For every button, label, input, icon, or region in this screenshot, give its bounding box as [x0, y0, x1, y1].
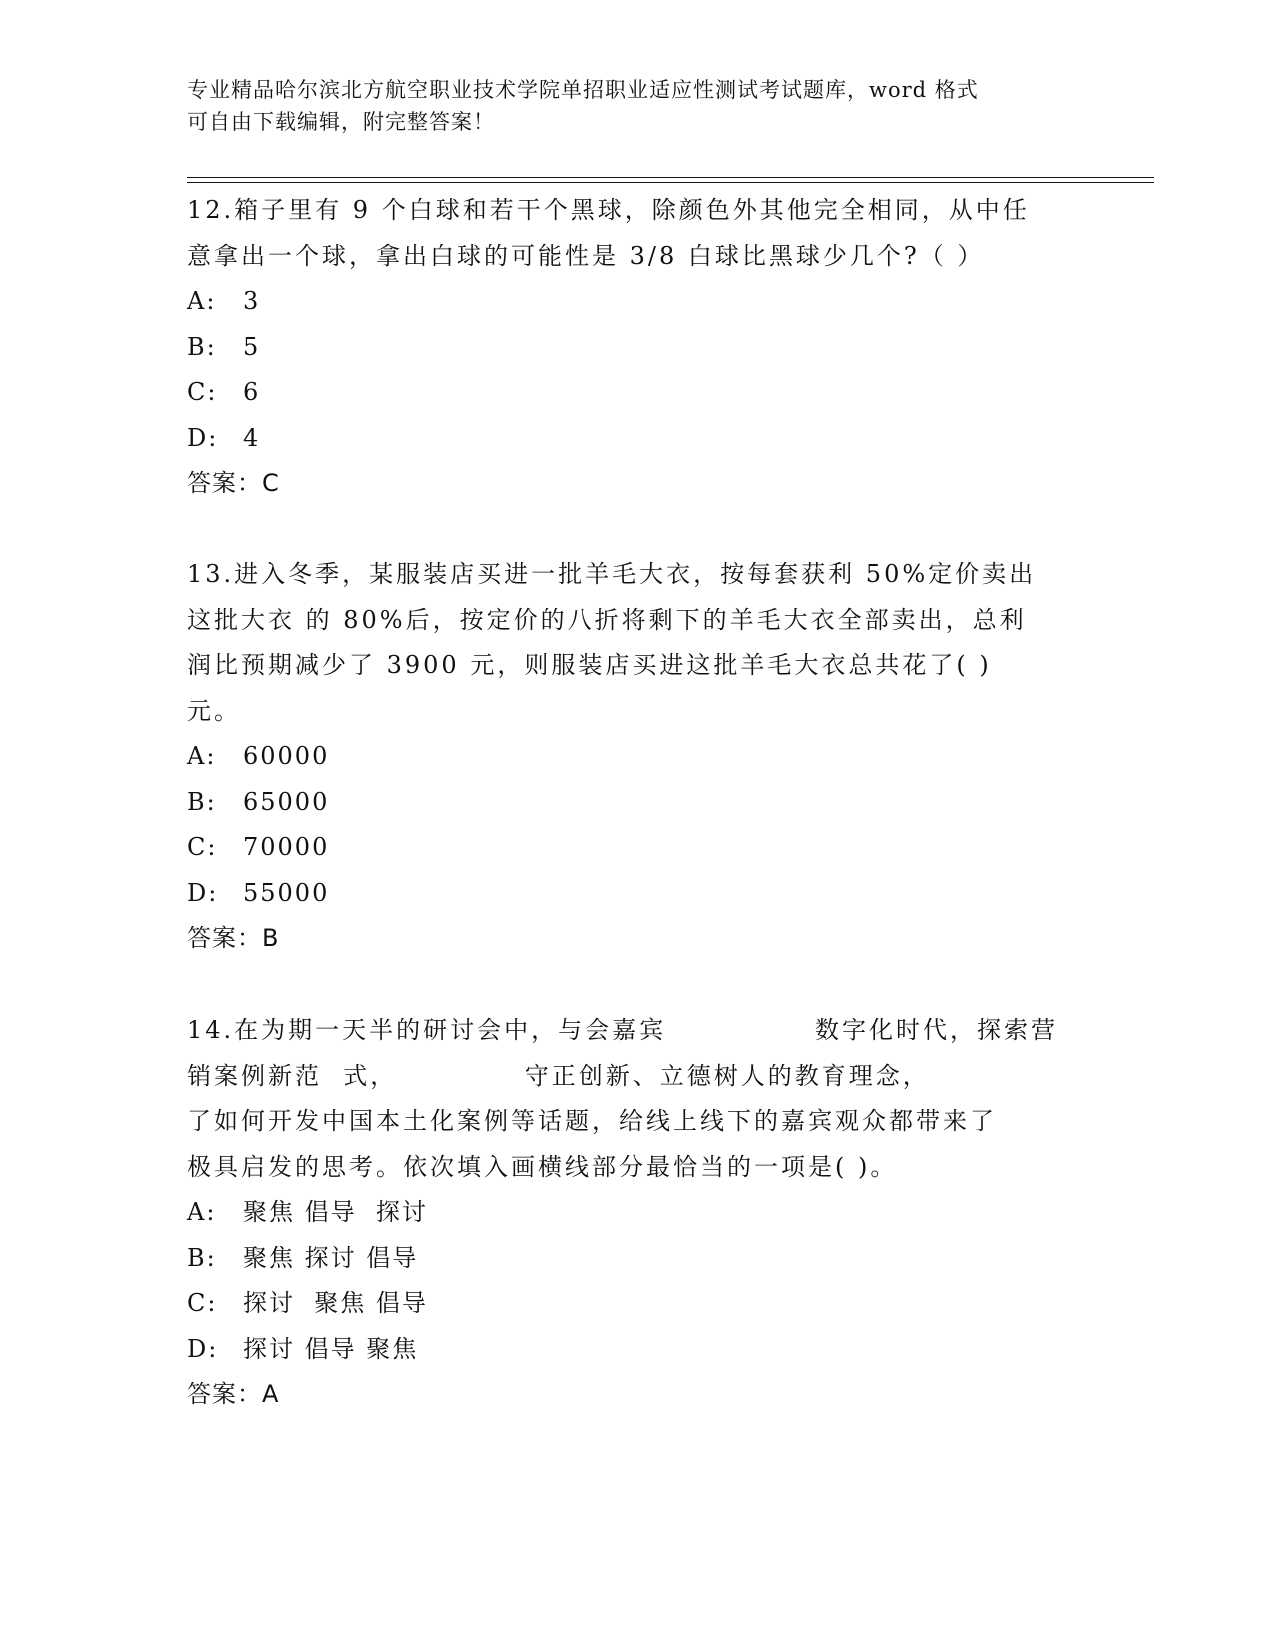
- option-c: [187, 825, 1087, 871]
- question-13: [187, 552, 1087, 962]
- stem-line: 极具启发的思考。依次填入画横线部分最恰当的一项是( )。: [187, 1152, 898, 1181]
- option-text: 聚焦 探讨 倡导: [243, 1243, 419, 1272]
- stem-line: 14.在为期一天半的研讨会中，与会嘉宾 数字化时代，探索营: [187, 1016, 1058, 1044]
- question-stem: [187, 1008, 1067, 1190]
- option-text: 5: [243, 332, 261, 361]
- document-header: [187, 74, 1067, 138]
- option-b: [187, 1236, 1087, 1282]
- option-text: 探讨 倡导 聚焦: [243, 1334, 419, 1363]
- question-stem: [187, 552, 1067, 734]
- option-key: B:: [187, 1243, 217, 1272]
- option-b: [187, 325, 1087, 371]
- stem-line: 元。: [187, 696, 241, 725]
- option-key: B:: [187, 787, 217, 816]
- stem-line: 销案例新范 式， 守正创新、立德树人的教育理念，: [187, 1061, 930, 1090]
- header-line-1: 专业精品哈尔滨北方航空职业技术学院单招职业适应性测试考试题库，word 格式: [187, 78, 979, 102]
- answer-line: 答案：A: [187, 1380, 280, 1408]
- option-d: [187, 1327, 1087, 1373]
- option-key: C:: [187, 378, 218, 406]
- header-divider-bottom: [187, 182, 1154, 183]
- stem-line: 了如何开发中国本土化案例等话题，给线上线下的嘉宾观众都带来了: [187, 1107, 997, 1135]
- option-text: 60000: [243, 742, 330, 770]
- answer-line: 答案：B: [187, 924, 280, 952]
- option-key: C:: [187, 833, 218, 861]
- option-text: 探讨 聚焦 倡导: [243, 1289, 428, 1317]
- option-key: A:: [187, 1198, 217, 1226]
- option-text: 聚焦 倡导 探讨: [243, 1198, 428, 1226]
- stem-line: 12.箱子里有 9 个白球和若干个黑球，除颜色外其他完全相同，从中任: [187, 196, 1030, 224]
- option-text: 4: [243, 423, 261, 452]
- option-text: 70000: [243, 833, 330, 861]
- stem-line: 意拿出一个球，拿出白球的可能性是 3/8 白球比黑球少几个?（ ）: [187, 241, 985, 270]
- option-key: D:: [187, 1334, 219, 1363]
- option-a: [187, 279, 1087, 325]
- header-divider-top: [187, 177, 1154, 178]
- option-c: [187, 1281, 1087, 1327]
- option-b: [187, 780, 1087, 826]
- option-key: D:: [187, 878, 219, 907]
- option-key: C:: [187, 1289, 218, 1317]
- answer-line: 答案：C: [187, 469, 280, 497]
- option-d: [187, 416, 1087, 462]
- option-text: 6: [243, 378, 261, 406]
- option-a: [187, 1190, 1087, 1236]
- option-d: [187, 871, 1087, 917]
- option-text: 65000: [243, 787, 330, 816]
- option-key: D:: [187, 423, 219, 452]
- option-c: [187, 370, 1087, 416]
- option-text: 3: [243, 287, 261, 315]
- stem-line: 润比预期减少了 3900 元，则服装店买进这批羊毛大衣总共花了( ): [187, 651, 992, 679]
- question-stem: [187, 188, 1067, 279]
- option-text: 55000: [243, 878, 330, 907]
- option-a: [187, 734, 1087, 780]
- question-14: [187, 1008, 1087, 1418]
- option-key: B:: [187, 332, 217, 361]
- stem-line: 13.进入冬季，某服装店买进一批羊毛大衣，按每套获利 50%定价卖出: [187, 560, 1037, 588]
- header-line-2: 可自由下载编辑，附完整答案！: [187, 110, 495, 134]
- option-key: A:: [187, 287, 217, 315]
- question-12: [187, 188, 1087, 507]
- stem-line: 这批大衣 的 80%后，按定价的八折将剩下的羊毛大衣全部卖出，总利: [187, 605, 1027, 634]
- option-key: A:: [187, 742, 217, 770]
